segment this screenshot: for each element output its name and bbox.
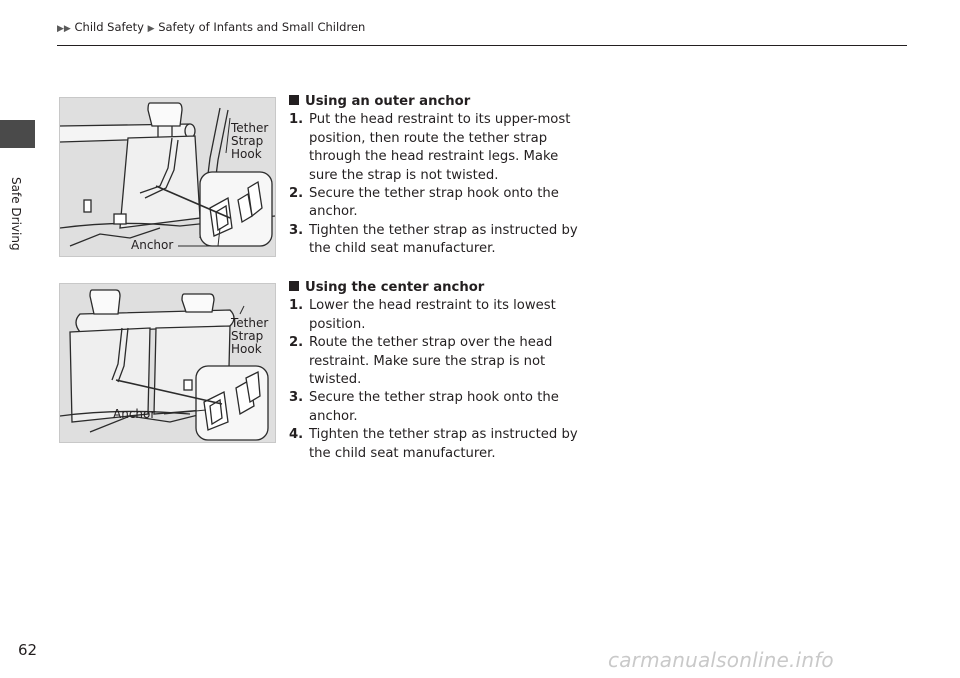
- section-tab-label: Safe Driving: [9, 177, 23, 251]
- figure-center-anchor: [59, 283, 276, 443]
- section-title: Using an outer anchor: [289, 93, 589, 111]
- step-item: 4. Tighten the tether strap as instructed by the child seat manufacturer.: [289, 427, 578, 461]
- section-center-anchor: [289, 279, 589, 463]
- breadcrumb-arrow-icon: ▶▶: [57, 24, 71, 34]
- step-item: 1. Put the head restraint to its upper-most position, then route the tether strap through the head restraint legs. Make sure the strap is not twisted.: [289, 112, 571, 183]
- step-item: 1. Lower the head restraint to its lowest position.: [289, 298, 556, 332]
- section-outer-anchor: [289, 93, 589, 259]
- section-tab-marker: [0, 120, 35, 148]
- breadcrumb-arrow-icon: ▶: [147, 24, 155, 34]
- step-item: 3. Secure the tether strap hook onto the anchor.: [289, 390, 559, 424]
- square-bullet-icon: [289, 281, 299, 291]
- label-anchor: Anchor: [131, 238, 174, 252]
- label-anchor: Anchor: [113, 407, 156, 421]
- breadcrumb-child-safety[interactable]: Child Safety: [74, 20, 144, 34]
- figure-outer-anchor: [59, 97, 276, 257]
- section-title: Using the center anchor: [289, 279, 589, 297]
- step-item: 2. Secure the tether strap hook onto the anchor.: [289, 186, 559, 220]
- step-item: 2. Route the tether strap over the head restraint. Make sure the strap is not twisted.: [289, 335, 553, 388]
- step-item: 3. Tighten the tether strap as instructed by the child seat manufacturer.: [289, 222, 578, 257]
- header-rule: [57, 45, 907, 46]
- center-anchor-illustration: [60, 284, 275, 442]
- label-tether-strap-hook: Tether Strap Hook: [231, 121, 269, 161]
- square-bullet-icon: [289, 95, 299, 105]
- breadcrumb: [57, 20, 365, 34]
- watermark: carmanualsonline.info: [608, 648, 834, 672]
- label-tether-strap-hook: Tether Strap Hook: [231, 316, 269, 356]
- page-number: 62: [18, 641, 38, 659]
- breadcrumb-current: Safety of Infants and Small Children: [158, 20, 366, 34]
